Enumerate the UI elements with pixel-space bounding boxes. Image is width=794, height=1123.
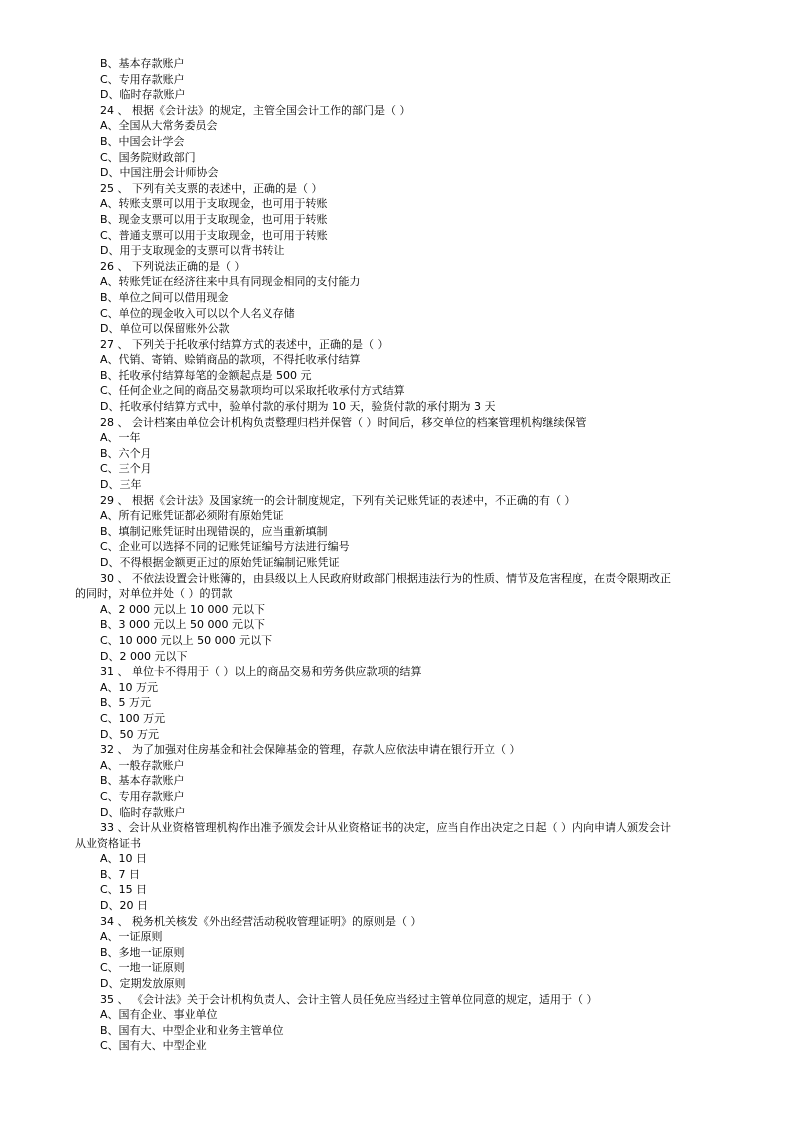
question-text: 28 、 会计档案由单位会计机构负责整理归档并保管（ ）时间后，移交单位的档案管理机构继续保管 bbox=[100, 415, 587, 429]
answer-option: C、100 万元 bbox=[100, 711, 166, 725]
answer-option: B、单位之间可以借用现金 bbox=[100, 290, 229, 304]
answer-option: B、国有大、中型企业和业务主管单位 bbox=[100, 1023, 284, 1037]
answer-option: A、2 000 元以上 10 000 元以下 bbox=[100, 602, 265, 616]
answer-option: D、不得根据金额更正过的原始凭证编制记账凭证 bbox=[100, 556, 340, 569]
answer-option: C、三个月 bbox=[100, 462, 152, 476]
question-text: 34 、 税务机关核发《外出经营活动税收管理证明》的原则是（ ） bbox=[100, 914, 422, 928]
question-text: 26 、 下列说法正确的是（ ） bbox=[100, 259, 246, 273]
answer-option: B、六个月 bbox=[100, 446, 152, 460]
question-continuation: 的同时，对单位并处（ ）的罚款 bbox=[75, 587, 233, 601]
answer-option: A、转账支票可以用于支取现金，也可用于转账 bbox=[100, 197, 328, 211]
answer-option: A、10 万元 bbox=[100, 680, 159, 694]
question-text: 32 、 为了加强对住房基金和社会保障基金的管理，存款人应依法申请在银行开立（ ） bbox=[100, 743, 521, 757]
answer-option: C、国有大、中型企业 bbox=[100, 1039, 207, 1053]
answer-option: B、7 日 bbox=[100, 867, 141, 881]
question-text: 33 、会计从业资格管理机构作出准予颁发会计从业资格证书的决定，应当自作出决定之日起（ ）内向申请人颁发会计 bbox=[100, 821, 671, 835]
answer-option: D、单位可以保留账外公款 bbox=[100, 322, 230, 336]
answer-option: B、5 万元 bbox=[100, 696, 152, 710]
answer-option: C、15 日 bbox=[100, 883, 148, 897]
answer-option: C、专用存款账户 bbox=[100, 72, 185, 86]
answer-option: A、代销、寄销、赊销商品的款项，不得托收承付结算 bbox=[100, 353, 361, 367]
answer-option: C、10 000 元以上 50 000 元以下 bbox=[100, 633, 273, 647]
answer-option: C、单位的现金收入可以以个人名义存储 bbox=[100, 306, 295, 320]
answer-option: A、一证原则 bbox=[100, 930, 163, 944]
answer-option: D、2 000 元以下 bbox=[100, 649, 188, 663]
answer-option: A、所有记账凭证都必须附有原始凭证 bbox=[100, 509, 284, 523]
answer-option: D、托收承付结算方式中，验单付款的承付期为 10 天，验货付款的承付期为 3 天 bbox=[100, 400, 496, 414]
answer-option: A、一年 bbox=[100, 431, 141, 445]
question-text: 31 、 单位卡不得用于（ ）以上的商品交易和劳务供应款项的结算 bbox=[100, 665, 422, 679]
answer-option: C、专用存款账户 bbox=[100, 789, 185, 803]
answer-option: B、3 000 元以上 50 000 元以下 bbox=[100, 618, 266, 632]
answer-option: B、基本存款账户 bbox=[100, 57, 185, 70]
answer-option: B、中国会计学会 bbox=[100, 134, 185, 148]
answer-option: A、全国从大常务委员会 bbox=[100, 119, 218, 133]
answer-option: D、用于支取现金的支票可以背书转让 bbox=[100, 244, 285, 258]
answer-option: A、一般存款账户 bbox=[100, 758, 185, 772]
question-text: 29 、 根据《会计法》及国家统一的会计制度规定，下列有关记账凭证的表述中，不正确的有（ ） bbox=[100, 493, 576, 507]
question-continuation: 从业资格证书 bbox=[75, 836, 141, 850]
answer-option: B、基本存款账户 bbox=[100, 774, 185, 788]
answer-option: D、50 万元 bbox=[100, 727, 159, 741]
answer-option: D、临时存款账户 bbox=[100, 88, 186, 102]
answer-option: C、普通支票可以用于支取现金，也可用于转账 bbox=[100, 228, 328, 242]
answer-option: B、现金支票可以用于支取现金，也可用于转账 bbox=[100, 212, 328, 226]
answer-option: A、转账凭证在经济往来中具有同现金相同的支付能力 bbox=[100, 275, 361, 289]
question-text: 30 、 不依法设置会计账簿的，由县级以上人民政府财政部门根据违法行为的性质、情节及危害程度，在责令限期改正 bbox=[100, 571, 671, 585]
answer-option: A、国有企业、事业单位 bbox=[100, 1008, 218, 1022]
question-text: 27 、 下列关于托收承付结算方式的表述中，正确的是（ ） bbox=[100, 337, 389, 351]
answer-option: C、一地一证原则 bbox=[100, 961, 185, 975]
answer-option: D、20 日 bbox=[100, 899, 148, 913]
answer-option: A、10 日 bbox=[100, 852, 148, 866]
answer-option: B、托收承付结算每笔的金额起点是 500 元 bbox=[100, 368, 312, 382]
answer-option: D、三年 bbox=[100, 478, 142, 492]
answer-option: C、企业可以选择不同的记账凭证编号方法进行编号 bbox=[100, 540, 350, 554]
answer-option: B、多地一证原则 bbox=[100, 945, 185, 959]
document-page bbox=[0, 56, 794, 1054]
question-text: 25 、 下列有关支票的表述中，正确的是（ ） bbox=[100, 181, 323, 195]
answer-option: C、任何企业之间的商品交易款项均可以采取托收承付方式结算 bbox=[100, 384, 405, 398]
question-text: 24 、 根据《会计法》的规定，主管全国会计工作的部门是（ ） bbox=[100, 103, 411, 117]
answer-option: D、临时存款账户 bbox=[100, 805, 186, 819]
answer-option: D、定期发放原则 bbox=[100, 977, 186, 991]
answer-option: B、填制记账凭证时出现错误的，应当重新填制 bbox=[100, 524, 328, 538]
answer-option: C、国务院财政部门 bbox=[100, 150, 196, 164]
question-text: 35 、 《会计法》关于会计机构负责人、会计主管人员任免应当经过主管单位同意的规定，适用于（ ） bbox=[100, 992, 598, 1006]
answer-option: D、中国注册会计师协会 bbox=[100, 166, 219, 180]
